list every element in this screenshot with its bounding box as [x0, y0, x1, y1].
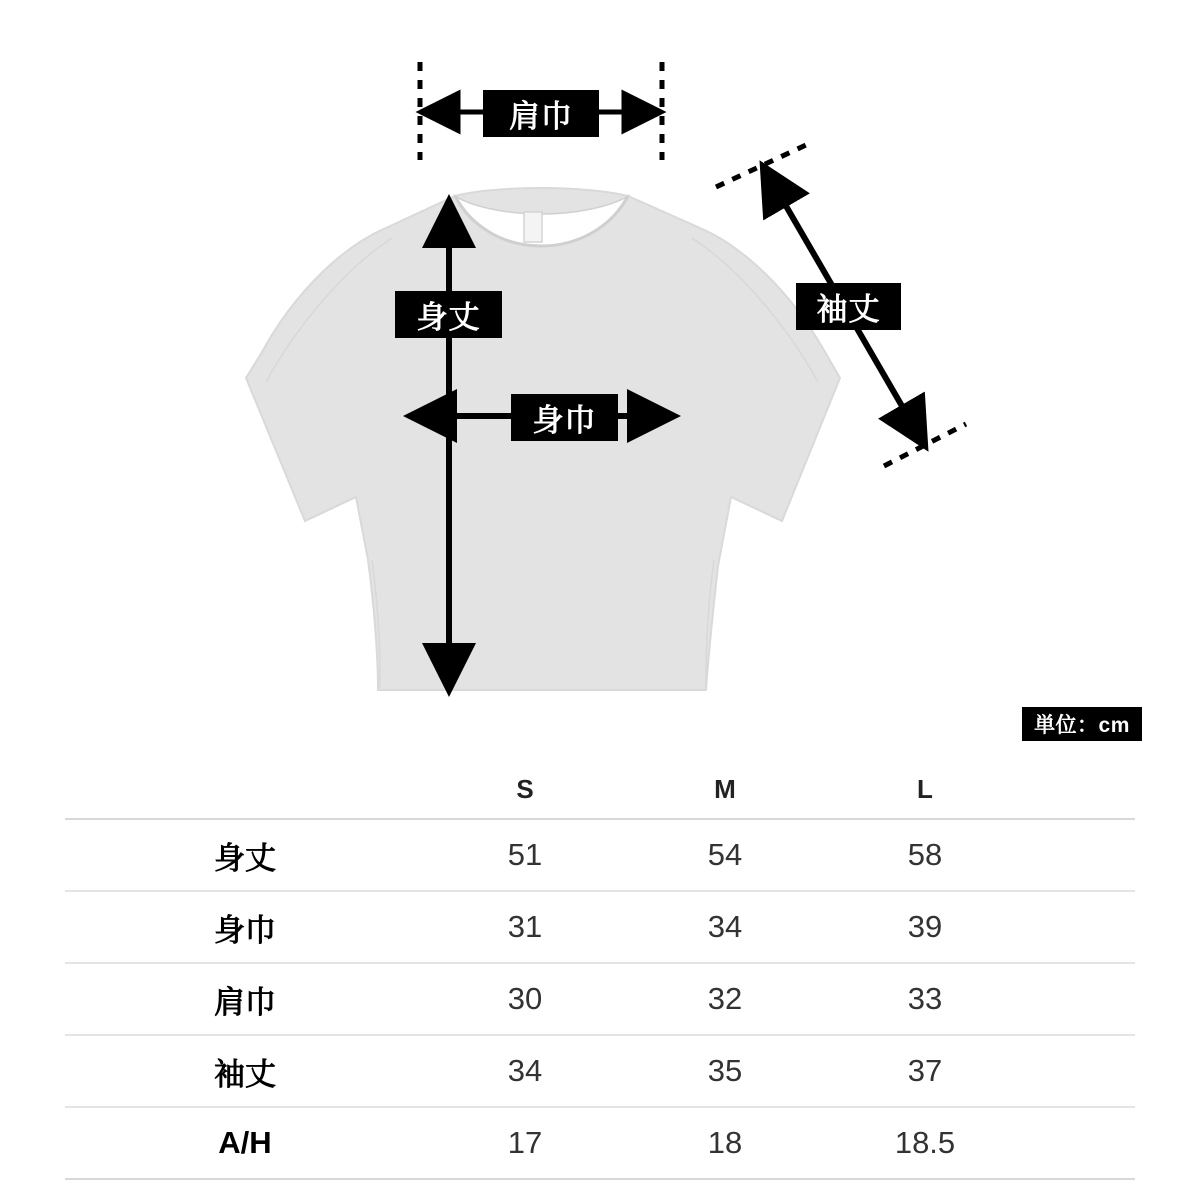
row-label-shoulder-width: 肩巾 — [214, 984, 276, 1020]
cell-spacer — [1025, 1107, 1135, 1179]
cell-spacer — [1025, 891, 1135, 963]
table-row — [65, 1107, 1135, 1179]
table-header-s: S — [425, 760, 625, 819]
label-body-length: 身丈 — [395, 291, 502, 338]
label-unit: 単位：cm — [1022, 707, 1142, 741]
cell-body-width-s: 31 — [507, 909, 543, 944]
table-row — [65, 819, 1135, 891]
row-label-sleeve-length: 袖丈 — [214, 1056, 276, 1092]
cell-sleeve-length-m: 35 — [707, 1053, 743, 1088]
cell-spacer — [1025, 1035, 1135, 1107]
cell-spacer — [1025, 963, 1135, 1035]
cell-shoulder-width-l: 33 — [907, 981, 943, 1016]
table-header-m: M — [625, 760, 825, 819]
row-label-armhole: A/H — [218, 1125, 272, 1160]
table-header-row — [65, 760, 1135, 819]
cell-body-width-l: 39 — [907, 909, 943, 944]
table-row — [65, 963, 1135, 1035]
cell-sleeve-length-l: 37 — [907, 1053, 943, 1088]
table-header-l: L — [825, 760, 1025, 819]
cell-armhole-l: 18.5 — [894, 1125, 956, 1160]
size-table — [65, 760, 1135, 1180]
row-label-body-length: 身丈 — [214, 840, 276, 876]
label-body-width: 身巾 — [511, 394, 618, 441]
cell-body-width-m: 34 — [707, 909, 743, 944]
cell-armhole-m: 18 — [707, 1125, 743, 1160]
cell-shoulder-width-s: 30 — [507, 981, 543, 1016]
table-row — [65, 891, 1135, 963]
cell-sleeve-length-s: 34 — [507, 1053, 543, 1088]
cell-body-length-s: 51 — [507, 837, 543, 872]
table-header-blank — [65, 760, 425, 819]
label-shoulder-width: 肩巾 — [483, 90, 599, 137]
cell-spacer — [1025, 819, 1135, 891]
cell-armhole-s: 17 — [507, 1125, 543, 1160]
cell-shoulder-width-m: 32 — [707, 981, 743, 1016]
cell-body-length-l: 58 — [907, 837, 943, 872]
table-row — [65, 1035, 1135, 1107]
cell-body-length-m: 54 — [707, 837, 743, 872]
label-sleeve-length: 袖丈 — [796, 283, 901, 330]
row-label-body-width: 身巾 — [214, 912, 276, 948]
table-header-spacer — [1025, 760, 1135, 819]
